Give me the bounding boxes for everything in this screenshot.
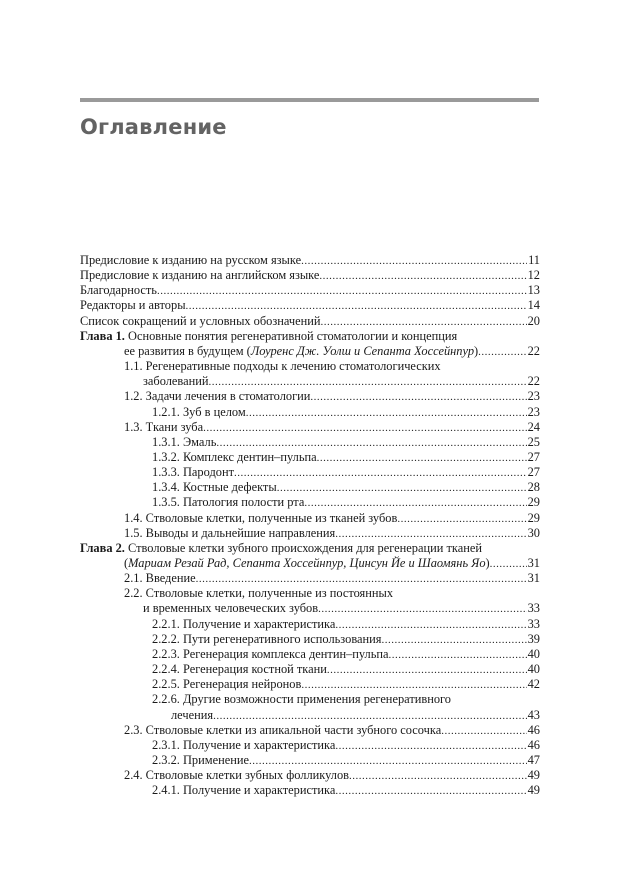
- top-rule: [80, 98, 539, 102]
- toc-subentry-cont: [143, 374, 540, 389]
- page-number: 33: [527, 616, 540, 631]
- chapter-label: Глава 2.: [80, 540, 125, 555]
- page-number: 46: [527, 737, 540, 752]
- dot-leader: [327, 663, 527, 678]
- dot-leader: [213, 709, 527, 724]
- toc-entry: [80, 253, 540, 268]
- toc-subentry: [124, 571, 540, 586]
- dot-leader: [335, 784, 526, 799]
- dot-leader: [234, 466, 527, 481]
- dot-leader: [317, 451, 527, 466]
- entry-text: 1.5. Выводы и дальнейшие направления: [124, 525, 336, 540]
- page-number: 13: [527, 283, 540, 298]
- dot-leader: [318, 602, 527, 617]
- entry-text: 2.4.1. Получение и характеристика: [152, 783, 336, 798]
- toc-subentry: [152, 783, 540, 798]
- dot-leader: [397, 512, 526, 527]
- chapter-heading: Глава 2. Стволовые клетки зубного происхождения для регенерации тканей: [80, 540, 482, 555]
- page-title: Оглавление: [80, 115, 227, 139]
- entry-text: 1.3.1. Эмаль: [152, 434, 217, 449]
- dot-leader: [389, 648, 527, 663]
- toc-subentry-cont: [171, 708, 540, 723]
- page-number: 43: [527, 707, 540, 722]
- entry-text: 2.3.1. Получение и характеристика: [152, 737, 336, 752]
- dot-leader: [196, 572, 527, 587]
- chapter-authors: Лоуренс Дж. Уолш и Сепанта Хоссейнпур: [250, 343, 475, 358]
- toc-subentry: [124, 511, 540, 526]
- page-number: 31: [527, 571, 540, 586]
- dot-leader: [490, 557, 527, 572]
- dot-leader: [441, 724, 526, 739]
- dot-leader: [301, 678, 526, 693]
- toc-subentry: [152, 480, 540, 495]
- page-number: 25: [527, 434, 540, 449]
- entry-text: 2.1. Введение: [124, 571, 196, 586]
- page-number: 20: [527, 313, 540, 328]
- entry-text: Список сокращений и условных обозначений: [80, 313, 321, 328]
- toc-subentry: [152, 450, 540, 465]
- entry-text: 2.3. Стволовые клетки из апикальной части зубного сосочка: [124, 722, 442, 737]
- dot-leader: [478, 345, 526, 360]
- page-number: 42: [527, 677, 540, 692]
- toc-entry: [80, 283, 540, 298]
- toc-subentry: [152, 738, 540, 753]
- page-number: 27: [527, 449, 540, 464]
- page-number: 49: [527, 783, 540, 798]
- dot-leader: [301, 254, 527, 269]
- page-number: 33: [527, 601, 540, 616]
- entry-text: 1.4. Стволовые клетки, полученные из тканей зубов: [124, 510, 398, 525]
- dot-leader: [186, 299, 527, 314]
- toc-subentry: [124, 389, 540, 404]
- page-number: 47: [527, 752, 540, 767]
- toc-subentry: [152, 405, 540, 420]
- dot-leader: [335, 618, 526, 633]
- toc-subentry: [124, 768, 540, 783]
- toc-subentry: [152, 753, 540, 768]
- toc-subentry: 2.2.6. Другие возможности применения регенеративного: [152, 692, 452, 707]
- page-number: 23: [527, 389, 540, 404]
- entry-text: 1.3.5. Патология полости рта: [152, 495, 305, 510]
- entry-text: 1.3.4. Костные дефекты: [152, 480, 277, 495]
- entry-text: 1.2. Задачи лечения в стоматологии: [124, 389, 311, 404]
- entry-text: 2.2.5. Регенерация нейронов: [152, 677, 302, 692]
- toc-subentry: [152, 435, 540, 450]
- toc-subentry: [152, 632, 540, 647]
- page-number: 29: [527, 495, 540, 510]
- dot-leader: [277, 481, 527, 496]
- toc-subentry: [124, 723, 540, 738]
- dot-leader: [216, 436, 526, 451]
- page-number: 23: [527, 404, 540, 419]
- entry-text: заболеваний: [143, 374, 209, 389]
- entry-text: 1.3.3. Пародонт: [152, 465, 235, 480]
- toc-entry: [80, 314, 540, 329]
- toc-subentry: [152, 465, 540, 480]
- page-number: 11: [528, 253, 540, 267]
- chapter-authors-line: [124, 344, 540, 359]
- entry-text: Благодарность: [80, 283, 157, 298]
- page-number: 14: [527, 298, 540, 313]
- page-number: 28: [527, 480, 540, 495]
- entry-text: 2.2.2. Пути регенеративного использования: [152, 631, 382, 646]
- toc-subentry-cont: [143, 601, 540, 616]
- page-number: 30: [527, 525, 540, 540]
- dot-leader: [321, 315, 527, 330]
- page-number: 39: [527, 631, 540, 646]
- page-number: 22: [527, 374, 540, 389]
- toc-subentry: [152, 617, 540, 632]
- dot-leader: [335, 527, 526, 542]
- entry-text: 1.3.2. Комплекс дентин–пульпа: [152, 449, 317, 464]
- entry-text: ее развития в будущем (Лоуренс Дж. Уолш и Сепанта Хоссейнпур): [124, 343, 479, 358]
- dot-leader: [246, 406, 527, 421]
- dot-leader: [310, 390, 526, 405]
- toc-subentry: [124, 420, 540, 435]
- page-number: 27: [527, 465, 540, 480]
- page-number: 29: [527, 510, 540, 525]
- entry-text: 2.2.1. Получение и характеристика: [152, 616, 336, 631]
- entry-text: 2.3.2. Применение: [152, 752, 249, 767]
- page-number: 12: [527, 268, 540, 283]
- toc-subentry: [152, 495, 540, 510]
- dot-leader: [304, 496, 526, 511]
- chapter-label: Глава 1.: [80, 328, 125, 343]
- page-number: 40: [527, 662, 540, 677]
- page-number: 40: [527, 646, 540, 661]
- toc-subentry: [152, 677, 540, 692]
- dot-leader: [381, 633, 526, 648]
- chapter-authors-line: [124, 556, 540, 571]
- toc-entry: [80, 268, 540, 283]
- dot-leader: [319, 269, 526, 284]
- entry-text: лечения: [171, 707, 214, 722]
- entry-text: 1.2.1. Зуб в целом: [152, 404, 246, 419]
- dot-leader: [249, 754, 527, 769]
- toc-subentry: 1.1. Регенеративные подходы к лечению стоматологических: [124, 359, 441, 374]
- chapter-heading: Глава 1. Основные понятия регенеративной стоматологии и концепция: [80, 328, 458, 343]
- entry-text: (Мариам Резай Рад, Сепанта Хоссейнпур, Цинсун Йе и Шаомянь Яо): [124, 556, 490, 570]
- entry-text: 2.2.4. Регенерация костной ткани: [152, 662, 327, 677]
- entry-text: Предисловие к изданию на русском языке: [80, 253, 302, 267]
- dot-leader: [209, 375, 527, 390]
- page-number: 31: [527, 556, 540, 570]
- entry-text: 2.4. Стволовые клетки зубных фолликулов: [124, 768, 350, 783]
- entry-text: 1.3. Ткани зуба: [124, 419, 204, 434]
- entry-text: Предисловие к изданию на английском языке: [80, 268, 320, 283]
- entry-text: 2.2.3. Регенерация комплекса дентин–пульпа: [152, 646, 389, 661]
- toc-subentry: [152, 647, 540, 662]
- chapter-authors: Мариам Резай Рад, Сепанта Хоссейнпур, Цинсун Йе и Шаомянь Яо: [128, 556, 486, 570]
- dot-leader: [349, 769, 527, 784]
- toc-subentry: [152, 662, 540, 677]
- entry-text: и временных человеческих зубов: [143, 601, 319, 616]
- toc-subentry: [124, 526, 540, 541]
- toc-entry: [80, 298, 540, 313]
- dot-leader: [203, 421, 527, 436]
- page-number: 24: [527, 419, 540, 434]
- toc-subentry: 2.2. Стволовые клетки, полученные из постоянных: [124, 586, 394, 601]
- entry-text: Редакторы и авторы: [80, 298, 186, 313]
- page-number: 46: [527, 722, 540, 737]
- page-number: 22: [527, 343, 540, 358]
- dot-leader: [335, 739, 526, 754]
- dot-leader: [157, 284, 527, 299]
- page-number: 49: [527, 768, 540, 783]
